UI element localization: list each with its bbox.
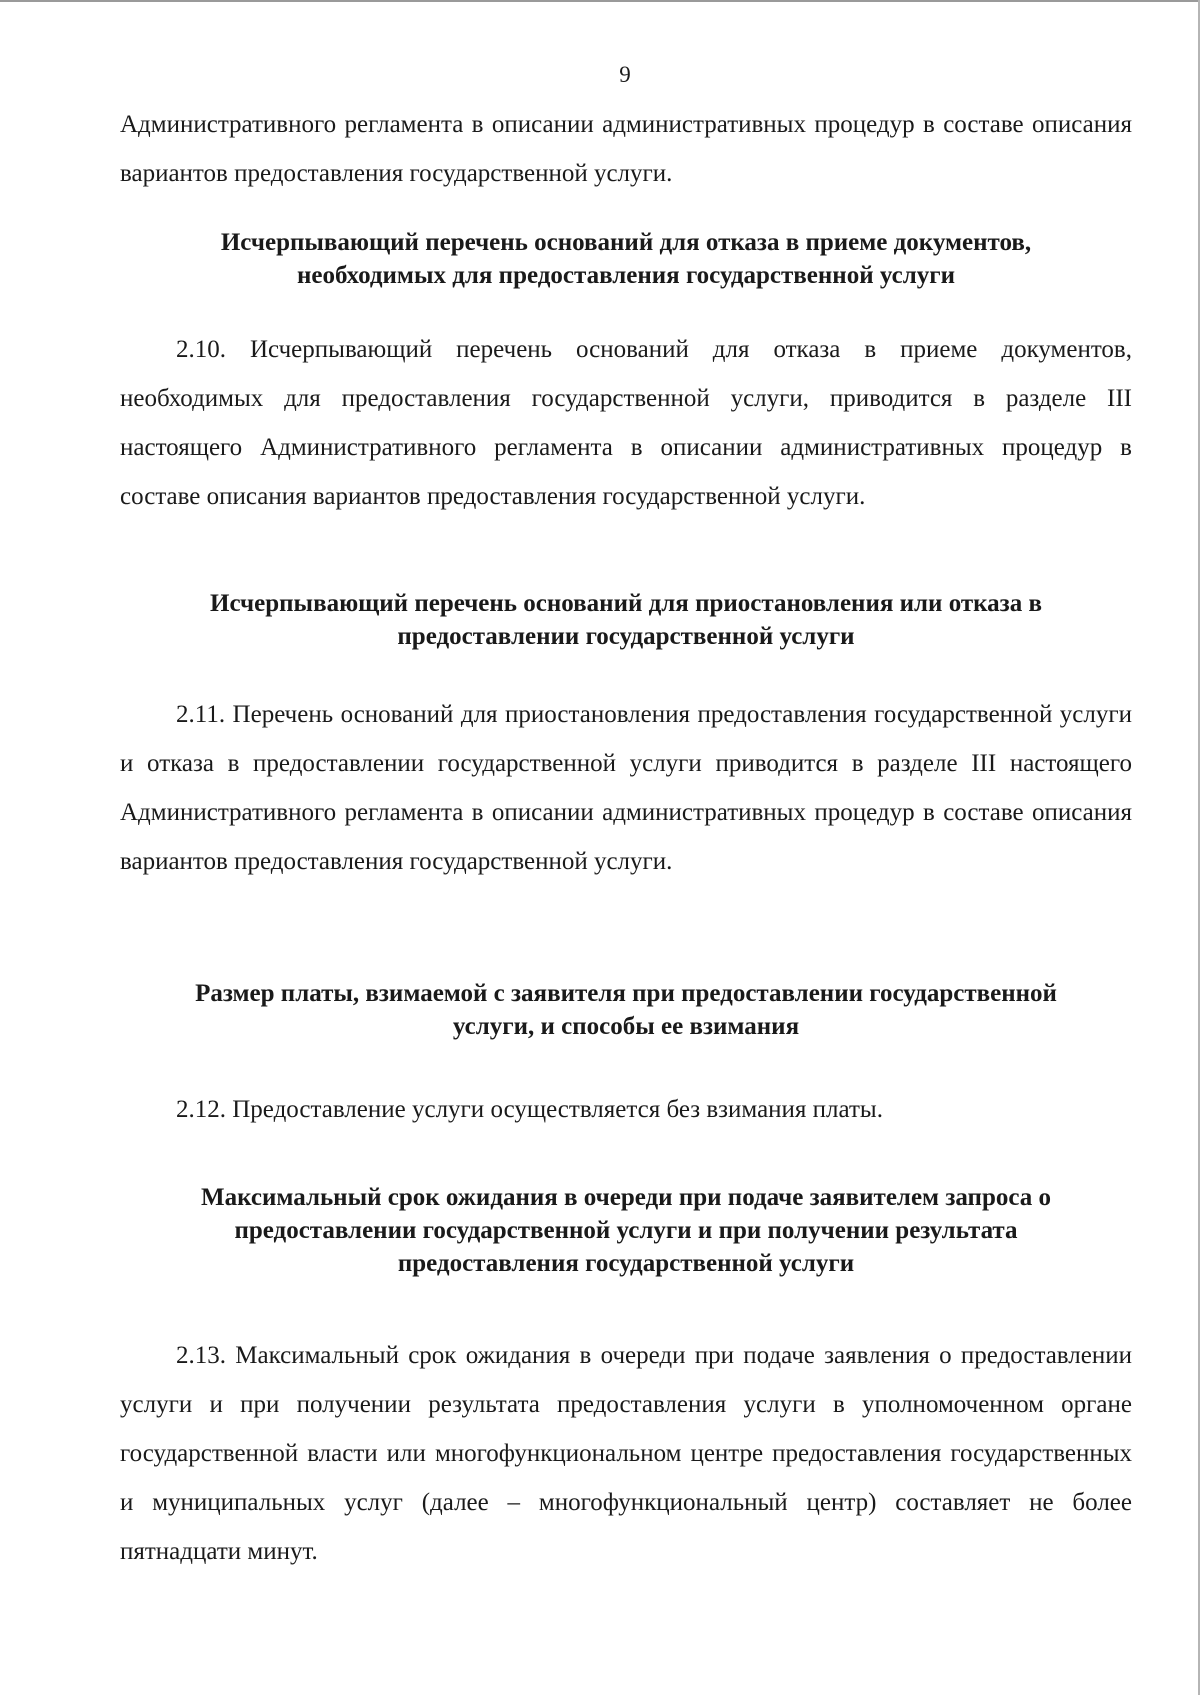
intro-paragraph: Административного регламента в описании административных процедур в составе описания вариантов предоставления государственной услуги. <box>120 111 1132 187</box>
heading-line: предоставлении государственной услуги и при получении результата <box>234 1217 1018 1244</box>
section-heading-suspension <box>120 587 1132 653</box>
page-top-edge <box>0 0 1200 2</box>
section-heading-refusal-documents <box>120 226 1132 292</box>
heading-line: услуги, и способы ее взимания <box>452 1013 800 1040</box>
heading-line: предоставления государственной услуги <box>397 1250 855 1277</box>
heading-line: Размер платы, взимаемой с заявителя при предоставлении государственной <box>195 980 1057 1007</box>
heading-line: необходимых для предоставления государственной услуги <box>297 262 955 289</box>
heading-line: Исчерпывающий перечень оснований для отказа в приеме документов, <box>220 229 1032 256</box>
paragraph-2-13: 2.13. Максимальный срок ожидания в очереди при подаче заявления о предоставлении услуги и при получении результата предоставления услуги в уполномоченном органе государственной власти или многофункциональном центре предоставления государственных и муниципальных услуг (далее – многофункциональный центр) составляет не более пятнадцати минут. <box>120 1342 1132 1565</box>
heading-line: Максимальный срок ожидания в очереди при подаче заявителем запроса о <box>200 1184 1051 1211</box>
section-heading-fee <box>120 977 1132 1043</box>
heading-line: Исчерпывающий перечень оснований для приостановления или отказа в <box>210 590 1042 617</box>
heading-line: предоставлении государственной услуги <box>397 623 855 650</box>
page-number: 9 <box>619 62 631 87</box>
paragraph-2-10: 2.10. Исчерпывающий перечень оснований для отказа в приеме документов, необходимых для предоставления государственной услуги, приводится в разделе III настоящего Административного регламента в описании административных процедур в составе описания вариантов предоставления государственной услуги. <box>120 336 1132 510</box>
paragraph-2-12: 2.12. Предоставление услуги осуществляется без взимания платы. <box>176 1096 883 1123</box>
section-heading-queue-time <box>120 1181 1132 1280</box>
paragraph-2-11: 2.11. Перечень оснований для приостановления предоставления государственной услуги и отказа в предоставлении государственной услуги приводится в разделе III настоящего Административного регламента в описании административных процедур в составе описания вариантов предоставления государственной услуги. <box>120 701 1132 875</box>
